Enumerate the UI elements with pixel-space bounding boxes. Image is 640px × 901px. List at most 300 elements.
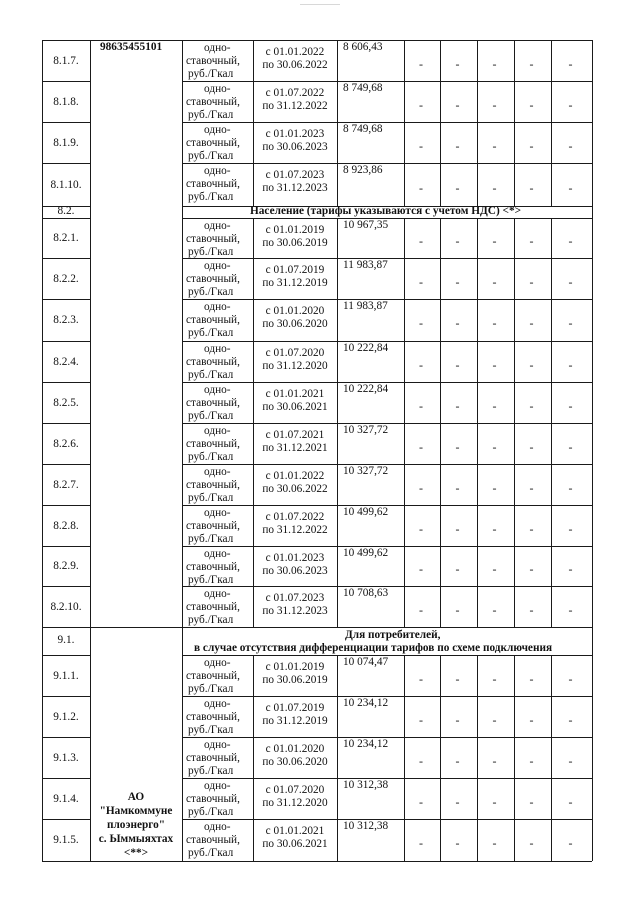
col-rule [404, 163, 405, 206]
empty-cell-dash: - [529, 97, 534, 112]
col-rule [404, 655, 405, 696]
col-rule [337, 81, 338, 122]
col-rule [404, 505, 405, 546]
row-number: 8.2.7. [53, 478, 79, 491]
row-rule [182, 81, 592, 82]
row-rule [42, 163, 90, 164]
tariff-type-line: руб./Гкал [188, 410, 234, 422]
empty-cell-dash: - [529, 180, 534, 195]
tariff-value: 10 499,62 [343, 506, 389, 518]
col-rule [404, 218, 405, 258]
row-number: 8.1.8. [53, 95, 79, 108]
section-subtitle: в случае отсутствия дифференциации тарифов по схеме подключения [194, 642, 553, 654]
tariff-value: 10 222,84 [343, 383, 389, 395]
empty-cell-dash: - [455, 398, 460, 413]
tariff-value: 8 749,68 [343, 123, 383, 135]
col-rule [337, 737, 338, 778]
empty-cell-dash: - [529, 138, 534, 153]
col-rule [551, 299, 552, 341]
col-rule [440, 163, 441, 206]
empty-cell-dash: - [419, 439, 423, 454]
col-rule [551, 40, 552, 81]
col-rule [551, 586, 552, 627]
col-rule [514, 655, 515, 696]
row-rule [182, 163, 592, 164]
empty-cell-dash: - [492, 671, 497, 686]
row-rule [42, 819, 90, 820]
tariff-type-line: одно- [204, 507, 231, 519]
section-number: 9.1. [57, 634, 75, 646]
tariff-type-line: ставочный, [186, 752, 240, 764]
tariff-type-line: одно- [204, 42, 231, 54]
tariff-type-line: руб./Гкал [188, 806, 234, 818]
empty-cell-dash: - [568, 602, 573, 617]
tariff-value: 10 708,63 [343, 587, 389, 599]
empty-cell-dash: - [455, 439, 460, 454]
col-rule [551, 258, 552, 299]
empty-cell-dash: - [419, 97, 423, 112]
tariff-type-line: одно- [204, 425, 231, 437]
empty-cell-dash: - [529, 602, 534, 617]
tariff-type-line: руб./Гкал [188, 327, 234, 339]
empty-cell-dash: - [529, 234, 534, 248]
tariff-type-line: руб./Гкал [188, 574, 234, 586]
row-rule [42, 778, 90, 779]
col-rule [337, 819, 338, 861]
empty-cell-dash: - [455, 602, 460, 617]
col-rule [440, 696, 441, 737]
empty-cell-dash: - [492, 398, 497, 413]
col-rule [477, 655, 478, 696]
row-rule [42, 122, 90, 123]
col-rule [404, 464, 405, 505]
col-rule [592, 40, 593, 861]
period-end: по 30.06.2022 [262, 59, 328, 71]
tariff-value: 11 983,87 [343, 259, 388, 271]
tariff-value: 10 074,47 [343, 656, 389, 668]
col-rule [477, 258, 478, 299]
col-rule [514, 423, 515, 464]
col-rule [440, 819, 441, 861]
empty-cell-dash: - [492, 234, 497, 248]
empty-cell-dash: - [419, 316, 423, 330]
row-number: 8.2.4. [53, 355, 79, 368]
col-rule [440, 341, 441, 382]
empty-cell-dash: - [529, 712, 534, 727]
tariff-type-line: одно- [204, 260, 231, 272]
col-rule [551, 655, 552, 696]
period-start: с 01.07.2020 [265, 784, 325, 796]
empty-cell-dash: - [529, 562, 534, 576]
row-rule [42, 423, 90, 424]
period-end: по 30.06.2023 [262, 141, 328, 153]
period-start: с 01.01.2020 [265, 305, 325, 317]
col-rule [337, 122, 338, 163]
tariff-type-line: одно- [204, 739, 231, 751]
period-end: по 31.12.2023 [262, 182, 328, 194]
period-end: по 31.12.2019 [262, 277, 328, 289]
col-rule [477, 464, 478, 505]
tariff-type-line: ставочный, [186, 137, 240, 149]
tariff-type-line: одно- [204, 220, 231, 232]
tariff-type-line: руб./Гкал [188, 492, 234, 504]
empty-cell-dash: - [568, 480, 573, 495]
empty-cell-dash: - [492, 138, 497, 153]
tariff-type-line: ставочный, [186, 711, 240, 723]
col-rule [514, 546, 515, 586]
row-number: 8.2.6. [53, 437, 79, 450]
empty-cell-dash: - [568, 180, 573, 195]
col-rule [477, 299, 478, 341]
period-start: с 01.07.2020 [265, 347, 325, 359]
period-end: по 30.06.2019 [262, 237, 328, 249]
organization-code: 98635455101 [100, 41, 163, 53]
col-rule [514, 505, 515, 546]
period-start: с 01.07.2019 [265, 702, 325, 714]
col-rule [337, 778, 338, 819]
col-rule [404, 258, 405, 299]
tariff-type-line: ставочный, [186, 520, 240, 532]
empty-cell-dash: - [529, 439, 534, 454]
col-rule [440, 423, 441, 464]
col-rule [440, 122, 441, 163]
tariff-type-line: одно- [204, 588, 231, 600]
empty-cell-dash: - [492, 56, 497, 71]
tariff-type-line: руб./Гкал [188, 765, 234, 777]
col-rule [477, 341, 478, 382]
tariff-type-line: руб./Гкал [188, 150, 234, 162]
period-start: с 01.07.2019 [265, 264, 325, 276]
row-rule [42, 696, 90, 697]
tariff-type-line: ставочный, [186, 834, 240, 846]
row-number: 8.2.9. [53, 560, 79, 572]
row-number: 9.1.1. [53, 669, 79, 682]
tariff-type-line: руб./Гкал [188, 533, 234, 545]
period-end: по 31.12.2022 [262, 524, 328, 536]
empty-cell-dash: - [529, 357, 534, 372]
period-end: по 30.06.2020 [262, 756, 328, 768]
tariff-value: 8 749,68 [343, 82, 383, 94]
empty-cell-dash: - [455, 316, 460, 330]
col-rule [551, 81, 552, 122]
period-start: с 01.01.2019 [265, 224, 325, 236]
tariff-value: 10 967,35 [343, 219, 389, 231]
empty-cell-dash: - [492, 836, 497, 850]
tariff-value: 10 499,62 [343, 547, 389, 559]
col-rule [514, 696, 515, 737]
col-rule [337, 655, 338, 696]
period-start: с 01.07.2022 [265, 511, 325, 523]
col-rule [514, 819, 515, 861]
tariff-type-line: одно- [204, 698, 231, 710]
empty-cell-dash: - [568, 357, 573, 372]
tariff-type-line: руб./Гкал [188, 109, 234, 121]
col-rule [337, 382, 338, 423]
row-number: 8.2.5. [53, 396, 79, 409]
empty-cell-dash: - [568, 794, 573, 809]
empty-cell-dash: - [529, 671, 534, 686]
empty-cell-dash: - [492, 439, 497, 454]
period-start: с 01.01.2021 [265, 825, 325, 837]
empty-cell-dash: - [492, 316, 497, 330]
col-rule [440, 40, 441, 81]
col-rule [477, 505, 478, 546]
period-start: с 01.07.2023 [265, 169, 325, 181]
empty-cell-dash: - [419, 794, 423, 809]
col-rule [551, 464, 552, 505]
empty-cell-dash: - [492, 480, 497, 495]
tariff-type-line: одно- [204, 124, 231, 136]
empty-cell-dash: - [455, 671, 460, 686]
col-rule [551, 163, 552, 206]
tariff-type-line: ставочный, [186, 233, 240, 245]
row-rule [42, 341, 90, 342]
col-rule [551, 778, 552, 819]
col-rule [337, 696, 338, 737]
organization-name-line: <**> [123, 847, 149, 859]
row-number: 9.1.4. [53, 792, 79, 805]
col-rule [404, 40, 405, 81]
col-rule [404, 423, 405, 464]
col-rule [551, 696, 552, 737]
empty-cell-dash: - [455, 480, 460, 495]
col-rule [551, 122, 552, 163]
empty-cell-dash: - [492, 521, 497, 536]
empty-cell-dash: - [419, 836, 423, 850]
row-rule [42, 861, 592, 862]
empty-cell-dash: - [492, 562, 497, 576]
col-rule [514, 218, 515, 258]
col-rule [514, 464, 515, 505]
tariff-type-line: руб./Гкал [188, 191, 234, 203]
empty-cell-dash: - [419, 234, 423, 248]
row-number: 9.1.3. [53, 751, 79, 764]
period-start: с 01.01.2023 [265, 128, 325, 140]
empty-cell-dash: - [529, 794, 534, 809]
period-start: с 01.01.2022 [265, 46, 325, 58]
row-rule [42, 382, 90, 383]
row-rule [42, 655, 90, 656]
period-end: по 31.12.2022 [262, 100, 328, 112]
empty-cell-dash: - [529, 316, 534, 330]
period-end: по 31.12.2023 [262, 605, 328, 617]
empty-cell-dash: - [419, 712, 423, 727]
empty-cell-dash: - [455, 836, 460, 850]
col-rule [440, 778, 441, 819]
tariff-type-line: одно- [204, 657, 231, 669]
tariff-type-line: одно- [204, 821, 231, 833]
col-rule [404, 696, 405, 737]
tariff-value: 10 312,38 [343, 820, 389, 832]
col-rule [551, 218, 552, 258]
tariff-value: 10 312,38 [343, 779, 389, 791]
empty-cell-dash: - [568, 274, 573, 289]
row-number: 8.2.3. [53, 314, 79, 326]
col-rule [404, 382, 405, 423]
col-rule [440, 81, 441, 122]
empty-cell-dash: - [455, 794, 460, 809]
col-rule [514, 778, 515, 819]
row-number: 8.2.2. [53, 272, 79, 285]
period-end: по 31.12.2021 [262, 442, 328, 454]
col-rule [477, 423, 478, 464]
period-end: по 31.12.2020 [262, 797, 328, 809]
tariff-type-line: одно- [204, 301, 231, 313]
empty-cell-dash: - [455, 562, 460, 576]
tariff-type-line: одно- [204, 780, 231, 792]
tariff-type-line: ставочный, [186, 356, 240, 368]
col-rule [514, 258, 515, 299]
col-rule [90, 40, 91, 861]
tariff-type-line: руб./Гкал [188, 246, 234, 258]
tariff-value: 10 234,12 [343, 738, 389, 750]
col-rule [477, 546, 478, 586]
empty-cell-dash: - [455, 274, 460, 289]
col-rule [477, 218, 478, 258]
tariff-type-line: ставочный, [186, 438, 240, 450]
col-rule [514, 299, 515, 341]
col-rule [551, 341, 552, 382]
empty-cell-dash: - [419, 274, 423, 289]
col-rule [551, 505, 552, 546]
col-rule [477, 737, 478, 778]
empty-cell-dash: - [419, 521, 423, 536]
empty-cell-dash: - [568, 836, 573, 850]
col-rule [404, 586, 405, 627]
tariff-value: 8 606,43 [343, 41, 383, 53]
period-start: с 01.01.2022 [265, 470, 325, 482]
empty-cell-dash: - [568, 712, 573, 727]
row-rule [42, 218, 90, 219]
organization-name-line: "Намкоммуне [99, 805, 173, 817]
organization-name-line: АО [127, 791, 145, 803]
col-rule [404, 81, 405, 122]
empty-cell-dash: - [568, 753, 573, 768]
col-rule [514, 586, 515, 627]
col-rule [337, 163, 338, 206]
col-rule [337, 546, 338, 586]
tariff-type-line: руб./Гкал [188, 847, 234, 859]
tariff-type-line: ставочный, [186, 601, 240, 613]
section-number: 8.2. [57, 205, 75, 217]
col-rule [514, 122, 515, 163]
empty-cell-dash: - [455, 138, 460, 153]
tariff-value: 11 983,87 [343, 300, 388, 312]
empty-cell-dash: - [419, 602, 423, 617]
period-start: с 01.07.2023 [265, 592, 325, 604]
empty-cell-dash: - [419, 671, 423, 686]
row-rule [42, 464, 90, 465]
empty-cell-dash: - [492, 753, 497, 768]
empty-cell-dash: - [455, 712, 460, 727]
empty-cell-dash: - [529, 836, 534, 850]
tariff-type-line: одно- [204, 343, 231, 355]
row-number: 8.2.8. [53, 519, 79, 532]
tariff-type-line: ставочный, [186, 561, 240, 573]
empty-cell-dash: - [529, 521, 534, 536]
empty-cell-dash: - [455, 753, 460, 768]
col-rule [404, 737, 405, 778]
tariff-type-line: ставочный, [186, 55, 240, 67]
tariff-type-line: ставочный, [186, 273, 240, 285]
empty-cell-dash: - [455, 56, 460, 71]
empty-cell-dash: - [529, 753, 534, 768]
col-rule [440, 546, 441, 586]
empty-cell-dash: - [568, 671, 573, 686]
tariff-type-line: ставочный, [186, 479, 240, 491]
empty-cell-dash: - [568, 398, 573, 413]
section-title: Население (тарифы указываются с учетом НДС) <*> [250, 205, 522, 217]
tariff-type-line: одно- [204, 466, 231, 478]
empty-cell-dash: - [455, 97, 460, 112]
col-rule [440, 464, 441, 505]
empty-cell-dash: - [419, 56, 423, 71]
col-rule [440, 258, 441, 299]
col-rule [440, 586, 441, 627]
tariff-value: 10 327,72 [343, 424, 389, 436]
row-rule [42, 258, 90, 259]
col-rule [440, 382, 441, 423]
organization-name-line: с. Ыммыяхтах [98, 833, 174, 845]
col-rule [477, 586, 478, 627]
row-rule [42, 81, 90, 82]
period-end: по 30.06.2021 [262, 838, 328, 850]
empty-cell-dash: - [529, 398, 534, 413]
empty-cell-dash: - [492, 794, 497, 809]
row-rule [42, 586, 90, 587]
row-number: 8.2.10. [50, 600, 82, 613]
col-rule [477, 81, 478, 122]
empty-cell-dash: - [419, 398, 423, 413]
col-rule [514, 341, 515, 382]
tariff-type-line: ставочный, [186, 314, 240, 326]
tariff-type-line: ставочный, [186, 397, 240, 409]
col-rule [404, 546, 405, 586]
empty-cell-dash: - [529, 480, 534, 495]
empty-cell-dash: - [455, 180, 460, 195]
empty-cell-dash: - [419, 357, 423, 372]
tariff-type-line: руб./Гкал [188, 68, 234, 80]
tariff-value: 10 222,84 [343, 342, 389, 354]
period-end: по 30.06.2022 [262, 483, 328, 495]
col-rule [337, 423, 338, 464]
empty-cell-dash: - [568, 234, 573, 248]
period-start: с 01.07.2022 [265, 87, 325, 99]
col-rule [477, 163, 478, 206]
tariff-value: 8 923,86 [343, 164, 383, 176]
empty-cell-dash: - [419, 753, 423, 768]
col-rule [440, 737, 441, 778]
col-rule [440, 299, 441, 341]
tariff-type-line: руб./Гкал [188, 286, 234, 298]
col-rule [404, 122, 405, 163]
period-end: по 30.06.2019 [262, 674, 328, 686]
col-rule [182, 40, 183, 861]
empty-cell-dash: - [529, 274, 534, 289]
col-rule [477, 40, 478, 81]
col-rule [477, 122, 478, 163]
col-rule [337, 505, 338, 546]
period-start: с 01.01.2019 [265, 661, 325, 673]
col-rule [440, 218, 441, 258]
col-rule [337, 218, 338, 258]
col-rule [404, 341, 405, 382]
empty-cell-dash: - [568, 439, 573, 454]
col-rule [551, 546, 552, 586]
row-rule [42, 627, 592, 628]
empty-cell-dash: - [492, 274, 497, 289]
tariff-type-line: одно- [204, 165, 231, 177]
